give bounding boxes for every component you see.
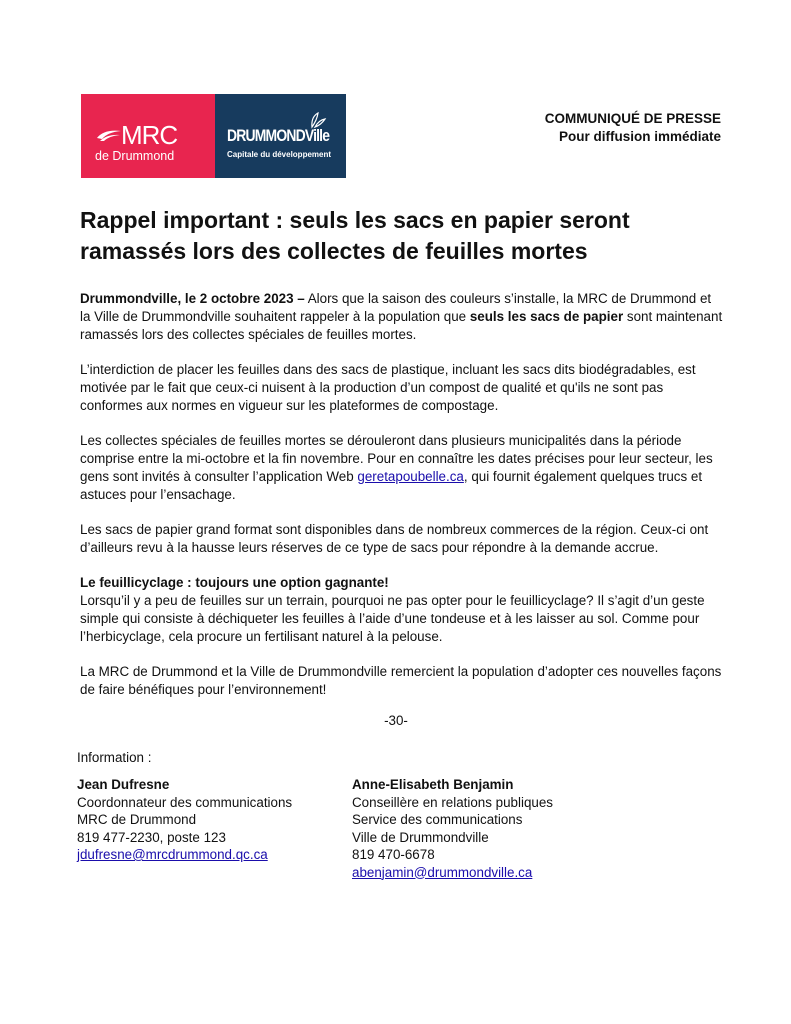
paragraph-5: Lorsqu’il y a peu de feuilles sur un terrain, pourquoi ne pas opter pour le feuillicyclage? Il s’agit d’un geste simple qui consiste à déchiqueter les feuilles à l’aide d’une tondeuse et à les laisser au sol. Comme pour l’herbicyclage, cela procure un fertilisant naturel à la pelouse. [80,593,705,644]
page-title: Rappel important : seuls les sacs en papier seront ramassés lors des collectes de feuilles mortes [80,207,630,264]
contact-org-2: Ville de Drummondville [352,829,489,845]
press-release-label: COMMUNIQUÉ DE PRESSE [544,111,721,126]
mrc-logo-text: MRC [121,120,178,150]
geretapoubelle-link[interactable]: geretapoubelle.ca [357,469,464,484]
contact-phone: 819 477-2230, poste 123 [77,829,226,845]
end-mark: -30- [384,713,408,728]
press-header [545,110,721,146]
dateline: Drummondville, le 2 octobre 2023 – [80,291,305,306]
mrc-logo [81,94,215,178]
contact-phone: 819 470-6678 [352,847,435,862]
paragraph-3-text-a: Les collectes spéciales de feuilles mortes se dérouleront dans plusieurs municipalités dans la période comprise entre la mi-octobre et la fin novembre. Pour en connaître les dates précises pour leur secteur, les gens sont invités à consulter l’application Web [80,433,713,484]
contact-role: Coordonnateur des communications [77,794,293,810]
contact-org: Service des communications [352,812,523,827]
sub-heading: Le feuillicyclage : toujours une option gagnante! [80,575,389,590]
mrc-logo-subtext: de Drummond [95,149,175,163]
contacts [77,776,627,881]
contact-role: Conseillère en relations publiques [352,794,553,810]
logo [81,94,346,178]
drummondville-logo-text: DRUMMONDVille [227,126,330,145]
swoosh-icon [96,128,122,142]
drummondville-logo-subtext: Capitale du développement [227,150,332,159]
contact-name: Jean Dufresne [77,777,170,792]
paragraph-1 [80,290,725,344]
paragraph-4: Les sacs de papier grand format sont disponibles dans de nombreux commerces de la région. Ceux-ci ont d’ailleurs revu à la hausse leurs réserves de ce type de sacs pour répondre à la demande accrue. [80,522,709,555]
article-body [80,290,725,716]
contact-card [77,776,352,881]
paragraph-3 [80,432,725,504]
paragraph-2: L’interdiction de placer les feuilles dans des sacs de plastique, incluant les sacs dits biodégradables, est motivée par le fait que ceux-ci nuisent à la production d’un compost de qualité et qu'ils ne sont pas conformes aux normes en vigueur sur les plateformes de compostage. [80,362,696,413]
info-label: Information : [77,750,152,765]
paragraph-6: La MRC de Drummond et la Ville de Drummondville remercient la population d’adopter ces nouvelles façons de faire bénéfiques pour l’environnement! [80,664,722,697]
paragraph-3-text-b: , qui fournit également quelques trucs et astuces pour l’ensachage. [80,469,703,502]
paragraph-1-text-b: sont maintenant ramassés lors des collectes spéciales de feuilles mortes. [80,309,723,342]
contact-org: MRC de Drummond [77,812,197,827]
contact-card [352,776,627,881]
contact-email-link[interactable]: abenjamin@drummondville.ca [352,864,533,880]
contact-email-link[interactable]: jdufresne@mrcdrummond.qc.ca [77,847,268,862]
paragraph-1-text-a: Alors que la saison des couleurs s’installe, la MRC de Drummond et la Ville de Drummondville souhaitent rappeler à la population que [80,291,712,324]
immediate-release-label: Pour diffusion immédiate [558,129,721,144]
contact-name: Anne-Elisabeth Benjamin [352,777,514,792]
drummondville-logo [215,94,346,178]
paragraph-1-bold: seuls les sacs de papier [469,309,624,324]
